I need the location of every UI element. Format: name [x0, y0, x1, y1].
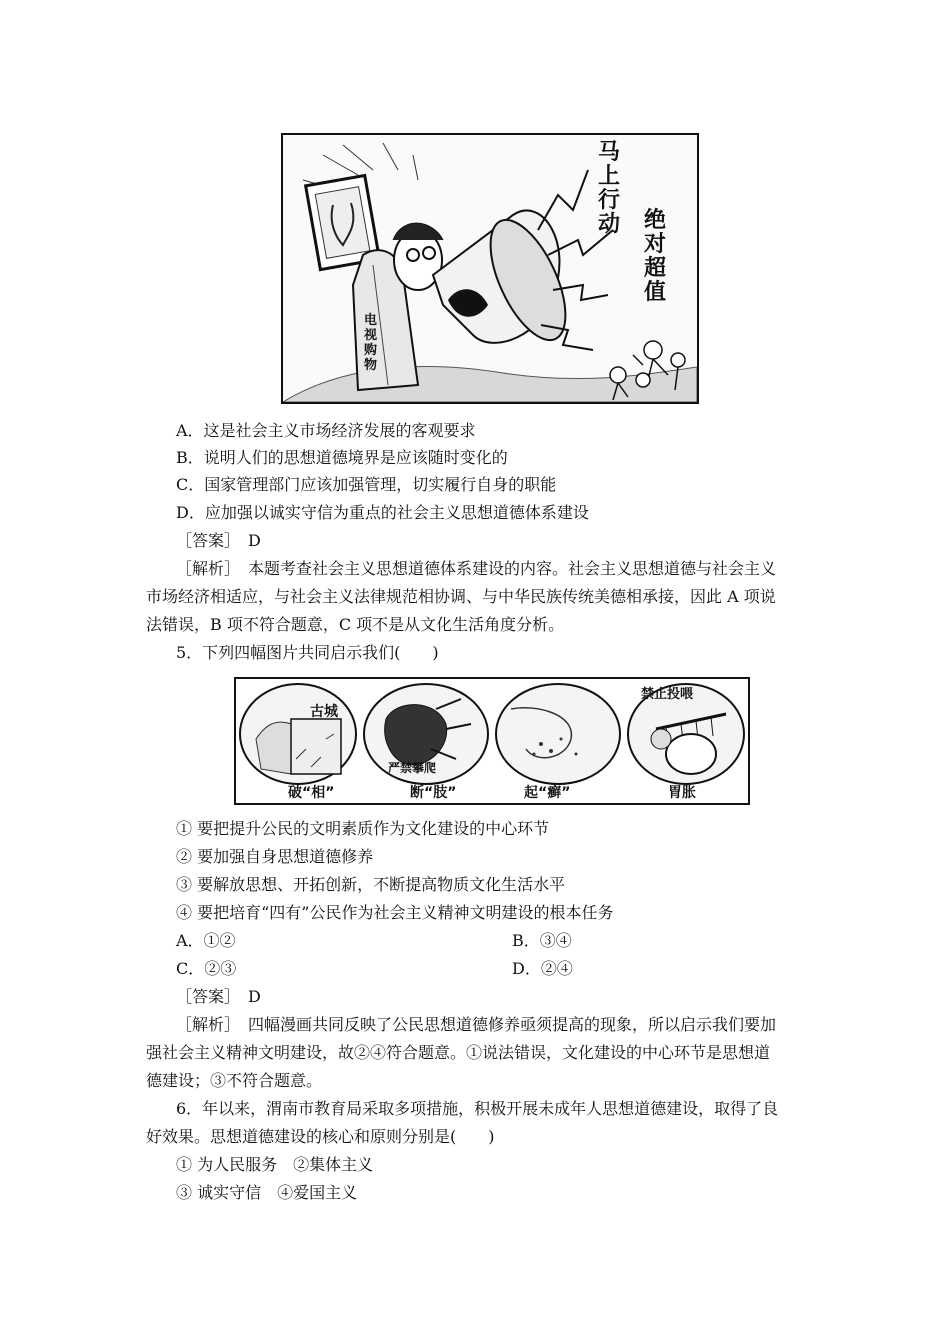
tv-shopping-cartoon	[281, 133, 699, 404]
q4-option-d: D．应加强以诚实守信为重点的社会主义思想道德体系建设	[176, 503, 589, 522]
q4-option-c: C．国家管理部门应该加强管理，切实履行自身的职能	[176, 475, 557, 494]
q4-analysis-line-1: ［解析］ 本题考查社会主义思想道德体系建设的内容。社会主义思想道德与社会主义	[176, 559, 777, 578]
q5-statement-2: ② 要加强自身思想道德修养	[176, 847, 374, 866]
q4-answer: ［答案］ D	[176, 531, 261, 550]
q5-stem: 5．下列四幅图片共同启示我们( )	[176, 643, 439, 662]
q5-statement-3: ③ 要解放思想、开拓创新，不断提高物质文化生活水平	[176, 875, 566, 894]
panel-4-caption: 胃胀	[668, 785, 696, 801]
slogan-act-now: 马上行动	[597, 140, 620, 237]
slogan-great-value: 绝对超值	[643, 208, 666, 305]
panel-4-inner-label: 禁止投喂	[641, 687, 694, 702]
panel-1-caption: 破“相”	[288, 785, 335, 801]
panel-3-caption: 起“癣”	[524, 785, 571, 801]
q5-statement-1: ① 要把提升公民的文明素质作为文化建设的中心环节	[176, 819, 550, 838]
four-cartoons-strip	[234, 677, 750, 805]
panel-1-inner-label: 古城	[310, 704, 338, 720]
q5-option-a: A．①②	[176, 931, 236, 950]
q6-stem-line-1: 6．年以来，渭南市教育局采取多项措施，积极开展未成年人思想道德建设，取得了良	[176, 1099, 779, 1118]
q4-option-a: A．这是社会主义市场经济发展的客观要求	[176, 421, 476, 440]
panel-2-caption: 断“肢”	[410, 785, 457, 801]
q5-analysis-line-1: ［解析］ 四幅漫画共同反映了公民思想道德修养亟须提高的现象，所以启示我们要加	[176, 1015, 777, 1034]
q4-analysis-line-3: 法错误，B 项不符合题意，C 项不是从文化生活角度分析。	[146, 615, 565, 634]
q6-statement-line-1: ① 为人民服务 ②集体主义	[176, 1155, 374, 1174]
tv-shopping-sign: 电视购物	[363, 313, 377, 373]
q6-statement-line-2: ③ 诚实守信 ④爱国主义	[176, 1183, 358, 1202]
q4-analysis-line-2: 市场经济相适应，与社会主义法律规范相协调、与中华民族传统美德相承接，因此 A 项说	[146, 587, 776, 606]
q5-answer: ［答案］ D	[176, 987, 261, 1006]
q5-option-b: B．③④	[512, 931, 572, 950]
q5-statement-4: ④ 要把培育“四有”公民作为社会主义精神文明建设的根本任务	[176, 903, 614, 922]
q5-analysis-line-3: 德建设；③不符合题意。	[146, 1071, 323, 1090]
q6-stem-line-2: 好效果。思想道德建设的核心和原则分别是( )	[146, 1127, 495, 1146]
q5-option-d: D．②④	[512, 959, 573, 978]
q5-analysis-line-2: 强社会主义精神文明建设，故②④符合题意。①说法错误，文化建设的中心环节是思想道	[146, 1043, 771, 1062]
tv-shopping-drawing	[283, 135, 697, 402]
q5-option-c: C．②③	[176, 959, 237, 978]
panel-2-inner-label: 严禁攀爬	[388, 761, 437, 775]
q4-option-b: B．说明人们的思想道德境界是应该随时变化的	[176, 448, 508, 467]
